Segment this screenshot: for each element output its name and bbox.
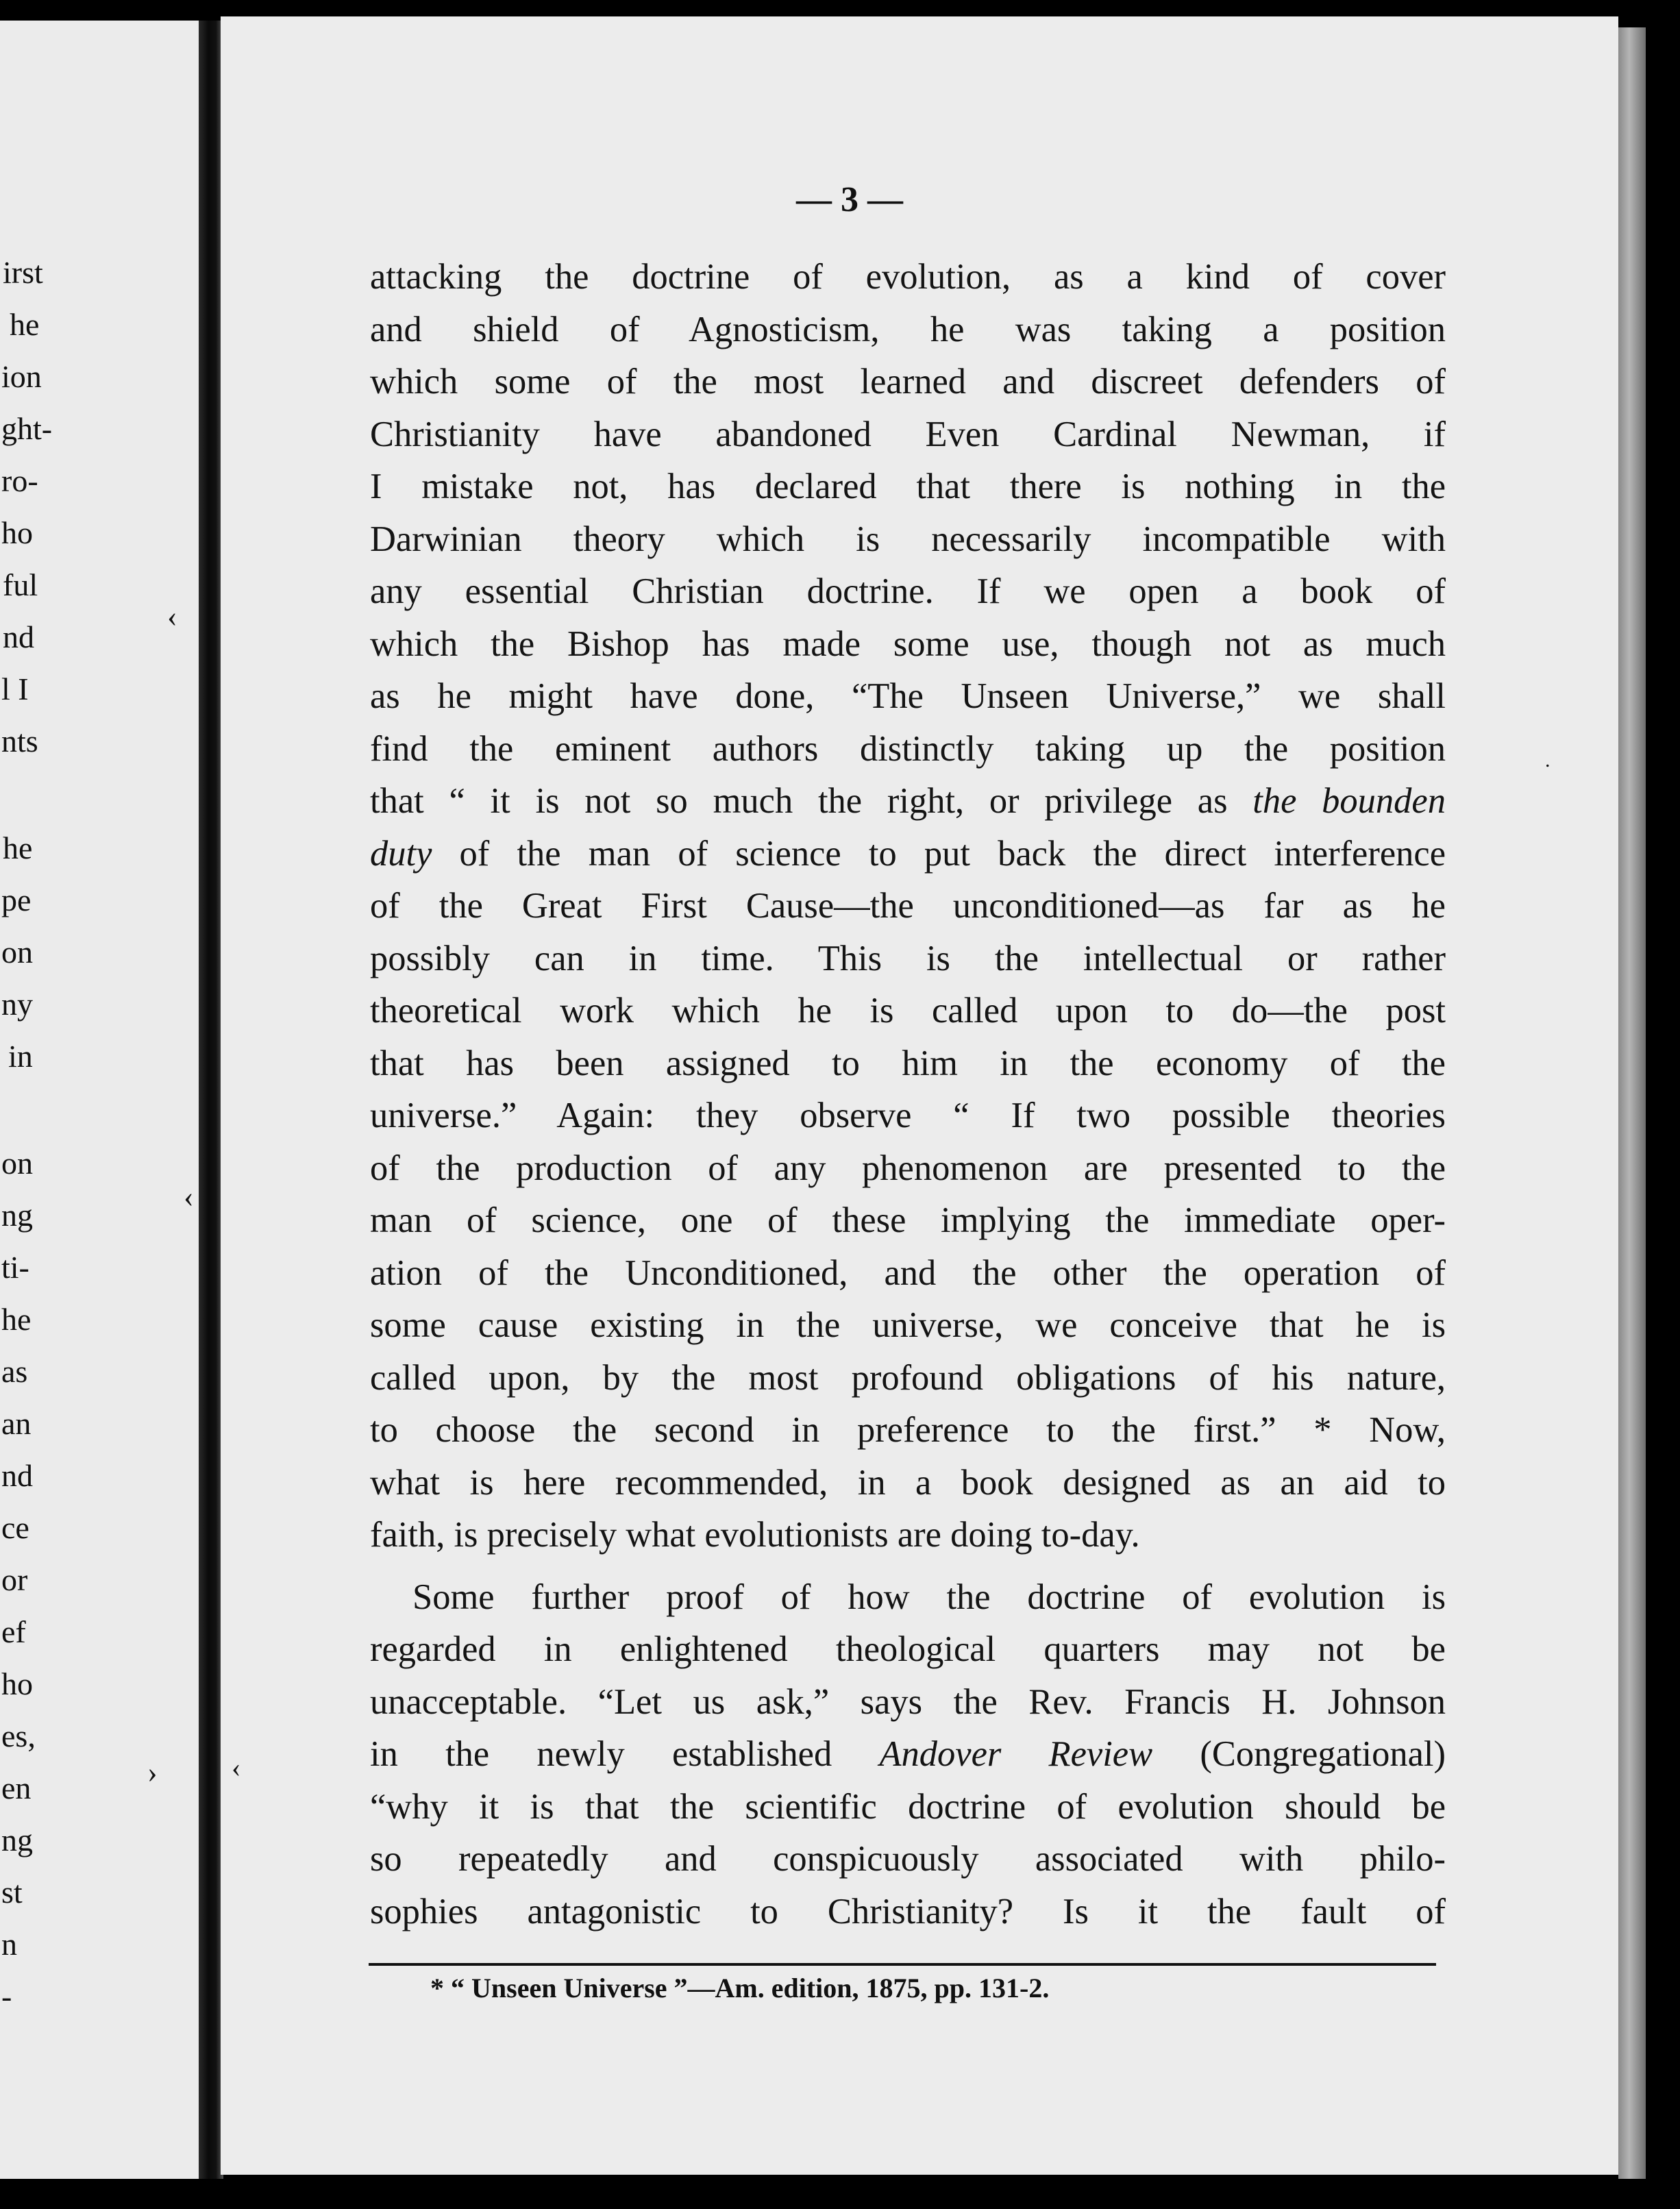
text-line: faith, is precisely what evolutionists are doing to-day. xyxy=(370,1515,1140,1555)
left-page-fragment-line: - xyxy=(1,1979,12,2014)
left-page-fragment-line: ng xyxy=(1,1198,33,1233)
left-page-fragment xyxy=(0,21,206,2179)
margin-mark: ‹ xyxy=(232,1752,241,1783)
left-page-fragment-line: nd xyxy=(1,1458,33,1493)
text-line: Some further proof of how the doctrine of evolution is xyxy=(412,1577,1446,1617)
text-line xyxy=(370,828,1446,880)
text-line: possibly can in time. This is the intellectual or rather xyxy=(370,938,1446,978)
text-line: which some of the most learned and discreet defenders of xyxy=(370,362,1446,402)
left-page-fragment-line: st xyxy=(1,1875,23,1910)
italic-phrase: the bounden xyxy=(1252,781,1446,821)
left-page-fragment-line: ef xyxy=(1,1614,26,1649)
left-page-fragment-line: pe xyxy=(1,883,32,917)
text-line: “why it is that the scientific doctrine of evolution should be xyxy=(370,1786,1446,1827)
left-page-fragment-line: ho xyxy=(1,1666,33,1701)
text-line: and shield of Agnosticism, he was taking a position xyxy=(370,309,1446,349)
text-run: in the newly established xyxy=(370,1734,880,1774)
left-page-fragment-line: nd xyxy=(3,619,34,654)
left-page-fragment-line: on xyxy=(1,1146,33,1181)
paragraph xyxy=(370,1571,1446,1938)
text-run: that “ it is not so much the right, or privilege as xyxy=(370,781,1253,821)
footnote: * “ Unseen Universe ”—Am. edition, 1875, pp. 131-2. xyxy=(430,1973,1050,2003)
margin-mark: . xyxy=(1545,749,1551,772)
left-page-fragment-line: en xyxy=(1,1770,32,1805)
text-line: unacceptable. “Let us ask,” says the Rev. Francis H. Johnson xyxy=(370,1681,1446,1722)
text-run: (Congregational) xyxy=(1152,1734,1446,1774)
page-body xyxy=(370,251,1446,1938)
text-line: called upon, by the most profound obligations of his nature, xyxy=(370,1357,1446,1398)
text-line xyxy=(370,1728,1446,1781)
text-line: any essential Christian doctrine. If we open a book of xyxy=(370,571,1446,611)
left-page-fragment-line: ho xyxy=(1,515,33,550)
text-line: Christianity have abandoned Even Cardinal Newman, if xyxy=(370,414,1446,454)
text-line: sophies antagonistic to Christianity? Is it the fault of xyxy=(370,1891,1446,1932)
left-page-fragment-line: l I xyxy=(1,671,29,706)
text-line: of the production of any phenomenon are presented to the xyxy=(370,1148,1446,1188)
margin-mark: ‹ xyxy=(184,1180,194,1213)
text-line: man of science, one of these implying the immediate oper- xyxy=(370,1200,1446,1240)
text-line: some cause existing in the universe, we conceive that he is xyxy=(370,1305,1446,1345)
left-page-fragment-line: ion xyxy=(1,359,42,394)
text-line: find the eminent authors distinctly taking up the position xyxy=(370,728,1446,769)
left-page-fragment-line: ful xyxy=(3,567,38,602)
text-line: theoretical work which he is called upon to do—the post xyxy=(370,991,1446,1031)
text-line: attacking the doctrine of evolution, as a kind of cover xyxy=(370,257,1446,297)
left-page-fragment-line: or xyxy=(1,1562,28,1597)
left-page-fragment-line: ny xyxy=(1,987,33,1022)
text-run: of the man of science to put back the direct interference xyxy=(432,833,1446,874)
left-page-fragment-line: he xyxy=(1,1302,32,1337)
left-page-fragment-line: he xyxy=(10,307,40,342)
left-page-fragment-line: on xyxy=(1,935,33,970)
left-page-fragment-line: ro- xyxy=(1,463,38,498)
left-page-fragment-line: irst xyxy=(3,255,43,290)
page-number: — 3 — xyxy=(796,180,903,219)
text-line: universe.” Again: they observe “ If two possible theories xyxy=(370,1096,1446,1135)
text-line: to choose the second in preference to the first.” * Now, xyxy=(370,1410,1446,1450)
book-gutter xyxy=(199,21,223,2179)
text-line: what is here recommended, in a book designed as an aid to xyxy=(370,1462,1446,1503)
left-page-fragment-line: nts xyxy=(1,724,38,758)
text-line: that has been assigned to him in the economy of the xyxy=(370,1043,1446,1083)
text-line: ation of the Unconditioned, and the other the operation of xyxy=(370,1252,1446,1293)
left-page-fragment-line: he xyxy=(3,830,33,865)
text-line: which the Bishop has made some use, though not as much xyxy=(370,624,1446,664)
left-page-fragment-line: ce xyxy=(1,1510,29,1545)
left-page-fragment-line: es, xyxy=(1,1718,36,1753)
italic-phrase: Andover Review xyxy=(879,1734,1153,1774)
text-line: of the Great First Cause—the unconditioned—as far as he xyxy=(370,886,1446,926)
left-page-fragment-line: an xyxy=(1,1406,32,1441)
page-edge xyxy=(1618,27,1646,2179)
italic-phrase: duty xyxy=(370,833,432,874)
left-page-fragment-line: in xyxy=(8,1039,33,1074)
text-line: regarded in enlightened theological quarters may not be xyxy=(370,1629,1446,1669)
margin-mark: › xyxy=(147,1755,158,1789)
paragraph xyxy=(370,251,1446,1562)
margin-mark: ‹ xyxy=(167,600,177,633)
text-line xyxy=(370,775,1446,828)
left-page-fragment-line: ght- xyxy=(1,411,53,446)
text-line: so repeatedly and conspicuously associated with philo- xyxy=(370,1839,1446,1879)
text-line: I mistake not, has declared that there is nothing in the xyxy=(370,467,1446,506)
text-line: as he might have done, “The Unseen Universe,” we shall xyxy=(370,676,1446,716)
text-line: Darwinian theory which is necessarily incompatible with xyxy=(370,519,1446,559)
left-page-fragment-line: n xyxy=(1,1927,17,1962)
footnote-rule xyxy=(369,1963,1436,1966)
left-page-fragment-line: as xyxy=(1,1354,28,1389)
left-page-line-endings xyxy=(0,21,206,2179)
left-page-fragment-line: ng xyxy=(1,1823,33,1858)
left-page-fragment-line: ti- xyxy=(1,1250,29,1285)
